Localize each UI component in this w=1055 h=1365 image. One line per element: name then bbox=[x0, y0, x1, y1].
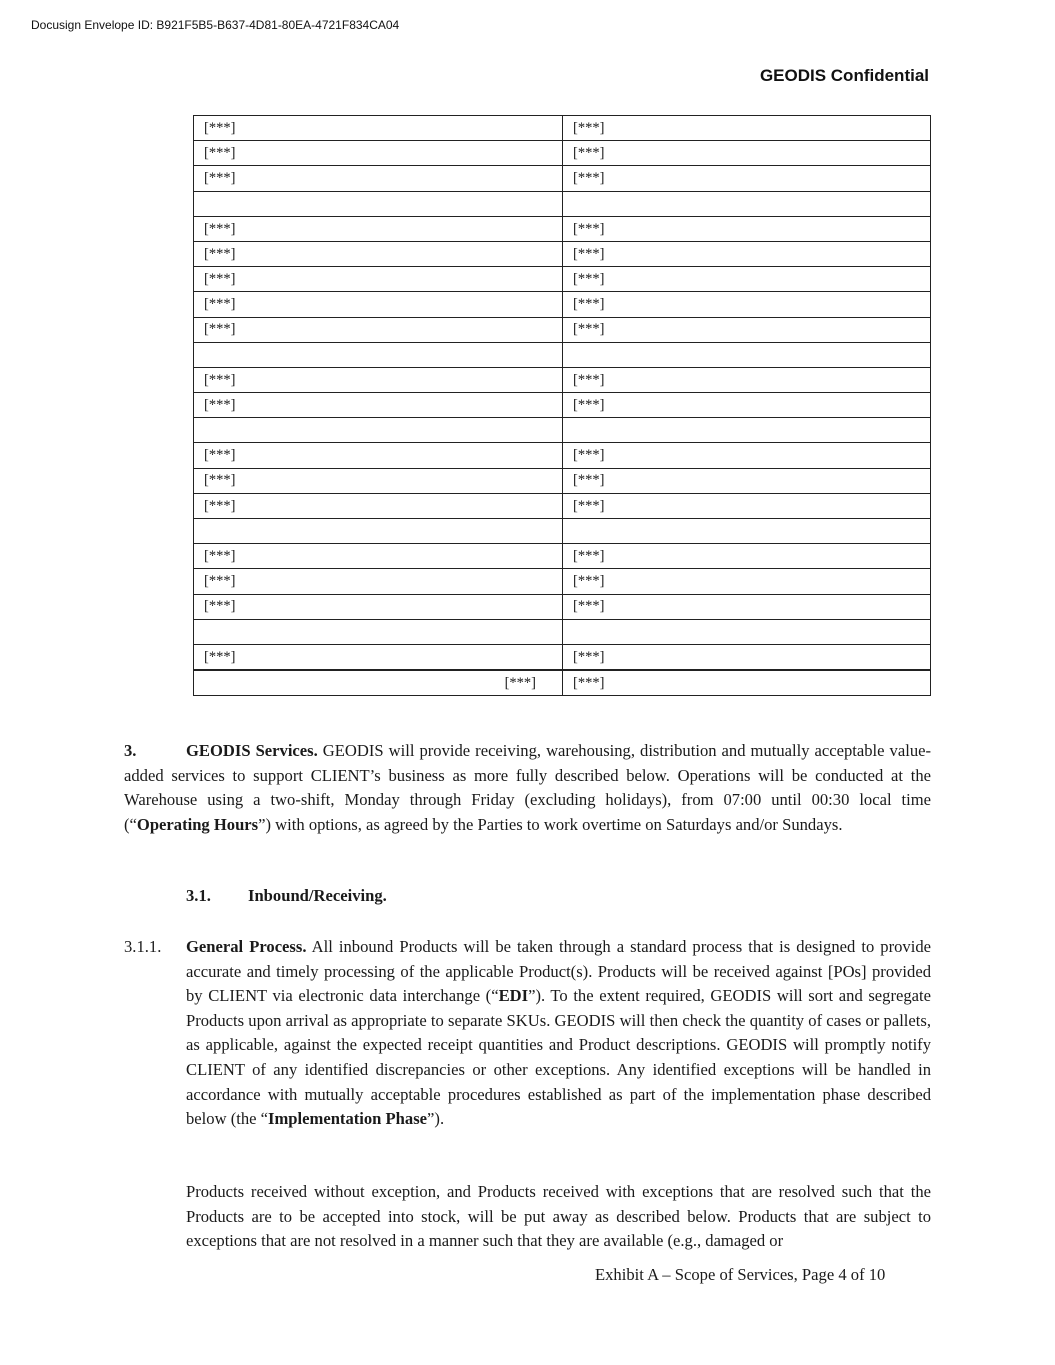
table-row bbox=[194, 191, 931, 216]
table-cell: [***] bbox=[563, 544, 931, 569]
table-row bbox=[194, 267, 931, 292]
table-cell: [***] bbox=[194, 443, 563, 468]
section-3-number: 3. bbox=[124, 741, 137, 760]
table-row bbox=[194, 619, 931, 644]
table-cell: [***] bbox=[194, 166, 563, 191]
table-row bbox=[194, 443, 931, 468]
table-cell: [***] bbox=[194, 594, 563, 619]
table-cell: [***] bbox=[563, 216, 931, 241]
table-row bbox=[194, 216, 931, 241]
table-cell: [***] bbox=[563, 594, 931, 619]
operating-hours-term: Operating Hours bbox=[136, 814, 259, 834]
table-cell: [***] bbox=[194, 493, 563, 518]
section-3-heading: GEODIS Services. bbox=[186, 741, 318, 760]
table-row bbox=[194, 166, 931, 191]
table-cell: [***] bbox=[563, 468, 931, 493]
table-cell bbox=[563, 191, 931, 216]
table-row bbox=[194, 342, 931, 367]
table-cell bbox=[563, 519, 931, 544]
table-cell: [***] bbox=[194, 317, 563, 342]
table-cell: [***] bbox=[563, 569, 931, 594]
table-row bbox=[194, 569, 931, 594]
section-3-paragraph bbox=[124, 739, 931, 837]
redacted-table bbox=[193, 115, 931, 696]
table-cell bbox=[194, 342, 563, 367]
table-cell bbox=[563, 619, 931, 644]
table-cell: [***] bbox=[194, 468, 563, 493]
table-row bbox=[194, 141, 931, 166]
section-3-1-1-number: 3.1.1. bbox=[124, 937, 162, 956]
table-row bbox=[194, 393, 931, 418]
section-3-1-number: 3.1. bbox=[186, 886, 211, 905]
table-cell: [***] bbox=[563, 317, 931, 342]
table-cell bbox=[563, 342, 931, 367]
section-3-1-heading: Inbound/Receiving. bbox=[248, 886, 387, 905]
table-row bbox=[194, 644, 931, 670]
table-cell: [***] bbox=[194, 216, 563, 241]
edi-term: EDI bbox=[498, 986, 529, 1006]
table-cell: [***] bbox=[563, 393, 931, 418]
table-cell: [***] bbox=[194, 116, 563, 141]
table-row bbox=[194, 544, 931, 569]
table-cell: [***] bbox=[194, 292, 563, 317]
envelope-id: Docusign Envelope ID: B921F5B5-B637-4D81-80EA-4721F834CA04 bbox=[31, 18, 400, 32]
table-cell: [***] bbox=[563, 443, 931, 468]
table-cell: [***] bbox=[563, 644, 931, 670]
table-cell: [***] bbox=[194, 141, 563, 166]
table-row bbox=[194, 292, 931, 317]
table-cell: [***] bbox=[563, 166, 931, 191]
section-3-text-b: ”) with options, as agreed by the Parties to work overtime on Saturdays and/or Sundays. bbox=[258, 814, 843, 834]
table-cell: [***] bbox=[194, 241, 563, 266]
table-row bbox=[194, 594, 931, 619]
implementation-phase-term: Implementation Phase bbox=[268, 1109, 428, 1129]
table-total-cell: [***] bbox=[194, 670, 563, 696]
table-cell: [***] bbox=[563, 116, 931, 141]
table-row bbox=[194, 241, 931, 266]
table-cell: [***] bbox=[563, 267, 931, 292]
table-row bbox=[194, 116, 931, 141]
table-total-row bbox=[194, 670, 931, 696]
table-cell: [***] bbox=[194, 393, 563, 418]
section-3-text-a: GEODIS will provide receiving, warehousing, distribution and mutually acceptable value-added services to support CLIENT’s business as more fully described below. Operations will be conducted at the Warehouse using a two-shift, Monday through Friday (excluding holidays), from 07:00 until 00:30 local time (“ bbox=[124, 741, 932, 834]
table-cell bbox=[563, 418, 931, 443]
section-3-1-1-paragraph-2: Products received without exception, and Products received with exceptions that are resolved such that the Products are to be accepted into stock, will be put away as described below. Products that are subject to exceptions that are not resolved in a manner such that they are available (e.g., damaged or bbox=[186, 1182, 931, 1251]
section-3-1-heading-line bbox=[186, 886, 387, 906]
table-cell bbox=[194, 619, 563, 644]
table-row bbox=[194, 519, 931, 544]
confidential-label: GEODIS Confidential bbox=[759, 66, 929, 85]
table-cell: [***] bbox=[194, 267, 563, 292]
table-total-cell: [***] bbox=[563, 670, 931, 696]
table-cell: [***] bbox=[563, 292, 931, 317]
section-3-1-1-text-c: ”). bbox=[427, 1109, 445, 1129]
table-cell: [***] bbox=[563, 493, 931, 518]
table-row bbox=[194, 493, 931, 518]
section-3-1-1-text-b: ”). To the extent required, GEODIS will sort and segregate Products upon arrival as appropriate to separate SKUs. GEODIS will then check the quantity of cases or pallets, as applicable, against the expected receipt quantities and Product descriptions. GEODIS will promptly notify CLIENT of any identified discrepancies or other exceptions. Any identified exceptions will be handled in accordance with mutually acceptable procedures established as part of the implementation phase described below (the “ bbox=[186, 986, 932, 1129]
section-3-1-1-paragraph bbox=[124, 935, 931, 1132]
table-row bbox=[194, 317, 931, 342]
table-row bbox=[194, 418, 931, 443]
table-cell bbox=[194, 519, 563, 544]
table-cell: [***] bbox=[563, 141, 931, 166]
table-cell: [***] bbox=[194, 544, 563, 569]
table-row bbox=[194, 367, 931, 392]
table-cell bbox=[194, 191, 563, 216]
page-footer: Exhibit A – Scope of Services, Page 4 of 10 bbox=[595, 1265, 886, 1284]
table-cell: [***] bbox=[563, 241, 931, 266]
table-cell: [***] bbox=[194, 367, 563, 392]
table-cell: [***] bbox=[563, 367, 931, 392]
section-3-1-1-heading: General Process. bbox=[186, 937, 307, 956]
table-cell bbox=[194, 418, 563, 443]
section-3-1-1-text-a: All inbound Products will be taken through a standard process that is designed to provide accurate and timely processing of the applicable Product(s). Products will be received against [POs] provided by CLIENT via electronic data interchange (“ bbox=[186, 937, 931, 1006]
table-row bbox=[194, 468, 931, 493]
table-cell: [***] bbox=[194, 644, 563, 670]
table-cell: [***] bbox=[194, 569, 563, 594]
